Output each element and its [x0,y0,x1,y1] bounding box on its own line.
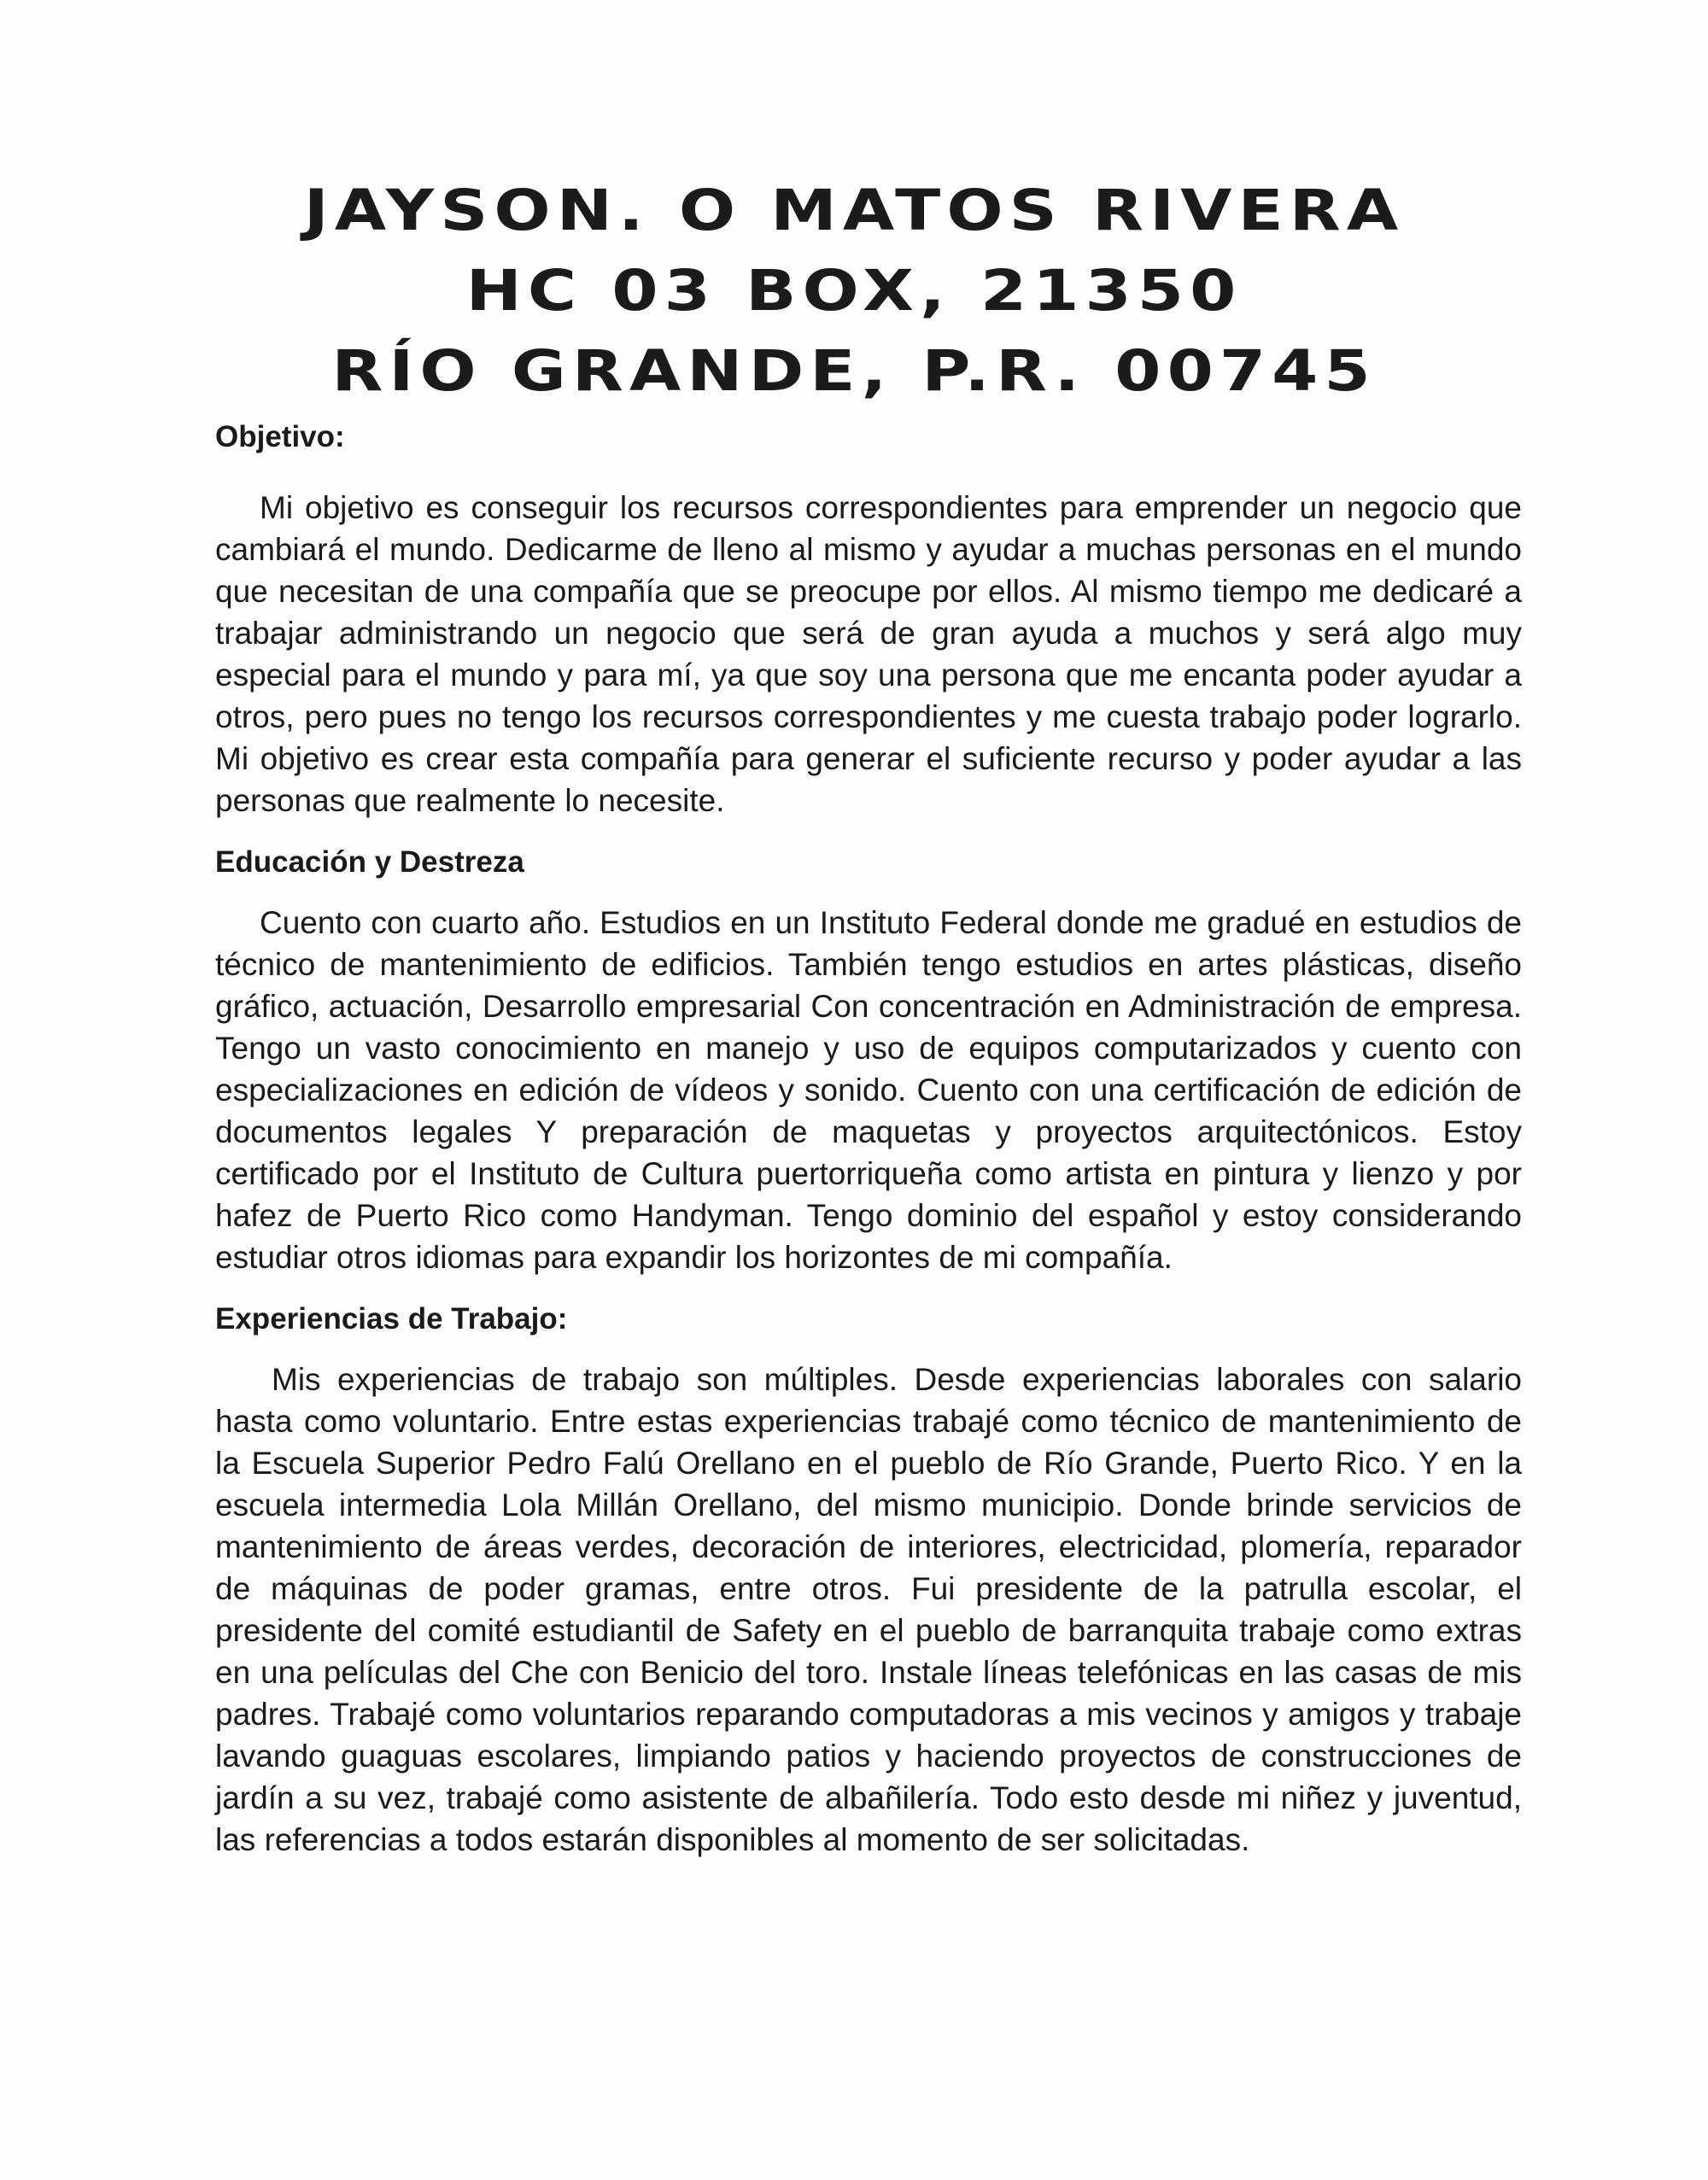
education-heading: Educación y Destreza [215,845,524,879]
objective-section [215,417,1522,821]
experience-paragraph: Mis experiencias de trabajo son múltiples. Desde experiencias laborales con salario hasta como voluntario. Entre estas experiencias trabajé como técnico de mantenimiento de la Escuela Superior Pedro Falú Orellano en el pueblo de Río Grande, Puerto Rico. Y en la escuela intermedia Lola Millán Orellano, del mismo municipio. Donde brinde servicios de mantenimiento de áreas verdes, decoración de interiores, electricidad, plomería, reparador de máquinas de poder gramas, entre otros. Fui presidente de la patrulla escolar, el presidente del comité estudiantil de Safety en el pueblo de barranquita trabaje como extras en una películas del Che con Benicio del toro. Instale líneas telefónicas en las casas de mis padres. Trabajé como voluntarios reparando computadoras a mis vecinos y amigos y trabaje lavando guaguas escolares, limpiando patios y haciendo proyectos de construcciones de jardín a su vez, trabajé como asistente de albañilería. Todo esto desde mi niñez y juventud, las referencias a todos estarán disponibles al momento de ser solicitadas. [215,1362,1522,1857]
resume-header [0,171,1708,412]
experience-heading: Experiencias de Trabajo: [215,1302,568,1335]
address-line-2: RÍO GRANDE, P.R. 00745 [331,338,1377,404]
objective-heading: Objetivo: [215,420,345,453]
experience-section [215,1299,1522,1861]
education-paragraph: Cuento con cuarto año. Estudios en un Instituto Federal donde me gradué en estudios de técnico de mantenimiento de edificios. También tengo estudios en artes plásticas, diseño gráfico, actuación, Desarrollo empresarial Con concentración en Administración de empresa. Tengo un vasto conocimiento en manejo y uso de equipos computarizados y cuento con especializaciones en edición de vídeos y sonido. Cuento con una certificación de edición de documentos legales Y preparación de maquetas y proyectos arquitectónicos. Estoy certificado por el Instituto de Cultura puertorriqueña como artista en pintura y lienzo y por hafez de Puerto Rico como Handyman. Tengo dominio del español y estoy considerando estudiar otros idiomas para expandir los horizontes de mi compañía. [215,905,1522,1275]
address-line-1: HC 03 BOX, 21350 [465,258,1243,324]
objective-paragraph: Mi objetivo es conseguir los recursos correspondientes para emprender un negocio que cambiará el mundo. Dedicarme de lleno al mismo y ayudar a muchas personas en el mundo que necesitan de una compañía que se preocupe por ellos. Al mismo tiempo me dedicaré a trabajar administrando un negocio que será de gran ayuda a muchos y será algo muy especial para el mundo y para mí, ya que soy una persona que me encanta poder ayudar a otros, pero pues no tengo los recursos correspondientes y me cuesta trabajo poder lograrlo. Mi objetivo es crear esta compañía para generar el suficiente recurso y poder ayudar a las personas que realmente lo necesite. [215,490,1522,818]
resume-body [215,417,1522,1861]
applicant-name: JAYSON. O MATOS RIVERA [303,178,1405,243]
education-section [215,842,1522,1278]
